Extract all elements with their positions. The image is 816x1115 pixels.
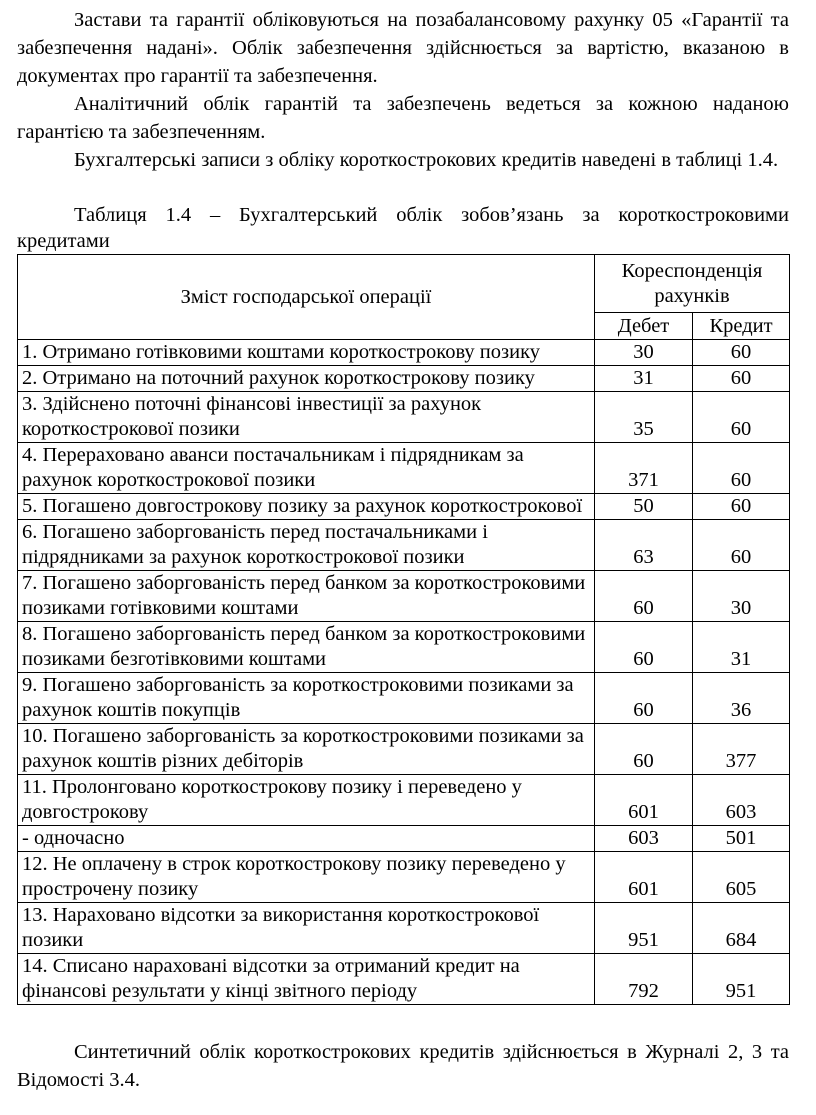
table-row — [18, 366, 790, 392]
document-page — [17, 6, 789, 1094]
table-row — [18, 571, 790, 622]
header-credit: Кредит — [693, 313, 790, 340]
debit-cell: 60 — [595, 571, 693, 622]
credit-cell: 377 — [693, 724, 790, 775]
table-caption: Таблиця 1.4 – Бухгалтерський облік зобов’язань за короткостроковими кредитами — [17, 204, 789, 252]
operation-cell: 7. Погашено заборгованість перед банком за короткостроковими позиками готівковими коштами — [18, 571, 595, 622]
table-row — [18, 852, 790, 903]
table-row — [18, 392, 790, 443]
credit-cell: 60 — [693, 366, 790, 392]
debit-cell: 30 — [595, 340, 693, 366]
credit-cell: 501 — [693, 826, 790, 852]
debit-cell: 60 — [595, 622, 693, 673]
credit-cell: 605 — [693, 852, 790, 903]
debit-cell: 31 — [595, 366, 693, 392]
table-row — [18, 954, 790, 1005]
operation-cell: 5. Погашено довгострокову позику за рахунок короткострокової — [18, 494, 595, 520]
operation-cell: 11. Пролонговано короткострокову позику і переведено у довгострокову — [18, 775, 595, 826]
table-row — [18, 724, 790, 775]
credit-cell: 36 — [693, 673, 790, 724]
debit-cell: 60 — [595, 673, 693, 724]
operation-cell: 3. Здійснено поточні фінансові інвестиції за рахунок короткострокової позики — [18, 392, 595, 443]
table-row — [18, 443, 790, 494]
debit-cell: 63 — [595, 520, 693, 571]
debit-cell: 603 — [595, 826, 693, 852]
debit-cell: 60 — [595, 724, 693, 775]
paragraph-synthetic: Синтетичний облік короткострокових кредитів здійснюється в Журналі 2, 3 та Відомості 3.4. — [17, 1041, 789, 1091]
operation-cell: 10. Погашено заборгованість за короткостроковими позиками за рахунок коштів різних дебіторів — [18, 724, 595, 775]
table-row — [18, 520, 790, 571]
credit-cell: 60 — [693, 520, 790, 571]
debit-cell: 50 — [595, 494, 693, 520]
operation-cell: 8. Погашено заборгованість перед банком за короткостроковими позиками безготівковими коштами — [18, 622, 595, 673]
table-row — [18, 622, 790, 673]
debit-cell: 601 — [595, 775, 693, 826]
debit-cell: 951 — [595, 903, 693, 954]
operation-cell: 1. Отримано готівковими коштами короткострокову позику — [18, 340, 595, 366]
credit-cell: 60 — [693, 443, 790, 494]
paragraph-analytical: Аналітичний облік гарантій та забезпечень ведеться за кожною наданою гарантією та забезпеченням. — [17, 93, 789, 143]
paragraph-collateral: Застави та гарантії обліковуються на позабалансовому рахунку 05 «Гарантії та забезпечення надані». Облік забезпечення здійснюється за вартістю, вказаною в документах про гарантії та забезпечення. — [17, 9, 789, 87]
credit-cell: 60 — [693, 494, 790, 520]
operation-cell: 14. Списано нараховані відсотки за отриманий кредит на фінансові результати у кінці звітного періоду — [18, 954, 595, 1005]
operation-cell: - одночасно — [18, 826, 595, 852]
operation-cell: 6. Погашено заборгованість перед постачальниками і підрядниками за рахунок короткострокової позики — [18, 520, 595, 571]
debit-cell: 792 — [595, 954, 693, 1005]
header-debit: Дебет — [595, 313, 693, 340]
table-row — [18, 673, 790, 724]
credit-cell: 60 — [693, 340, 790, 366]
paragraph-entries: Бухгалтерські записи з обліку короткострокових кредитів наведені в таблиці 1.4. — [74, 149, 779, 171]
table-row — [18, 340, 790, 366]
operation-cell: 2. Отримано на поточний рахунок короткострокову позику — [18, 366, 595, 392]
table-row — [18, 494, 790, 520]
debit-cell: 371 — [595, 443, 693, 494]
table-row — [18, 826, 790, 852]
header-operation: Зміст господарської операції — [18, 255, 595, 340]
operation-cell: 12. Не оплачену в строк короткострокову позику переведено у прострочену позику — [18, 852, 595, 903]
operation-cell: 9. Погашено заборгованість за короткостроковими позиками за рахунок коштів покупців — [18, 673, 595, 724]
accounting-table — [17, 254, 790, 1005]
credit-cell: 60 — [693, 392, 790, 443]
credit-cell: 684 — [693, 903, 790, 954]
credit-cell: 951 — [693, 954, 790, 1005]
credit-cell: 31 — [693, 622, 790, 673]
operation-cell: 13. Нараховано відсотки за використання короткострокової позики — [18, 903, 595, 954]
table-row — [18, 775, 790, 826]
header-correspondence: Кореспонденція рахунків — [595, 255, 790, 313]
credit-cell: 30 — [693, 571, 790, 622]
table-body — [18, 340, 790, 1005]
operation-cell: 4. Перераховано аванси постачальникам і підрядникам за рахунок короткострокової позики — [18, 443, 595, 494]
debit-cell: 601 — [595, 852, 693, 903]
table-row — [18, 903, 790, 954]
debit-cell: 35 — [595, 392, 693, 443]
credit-cell: 603 — [693, 775, 790, 826]
